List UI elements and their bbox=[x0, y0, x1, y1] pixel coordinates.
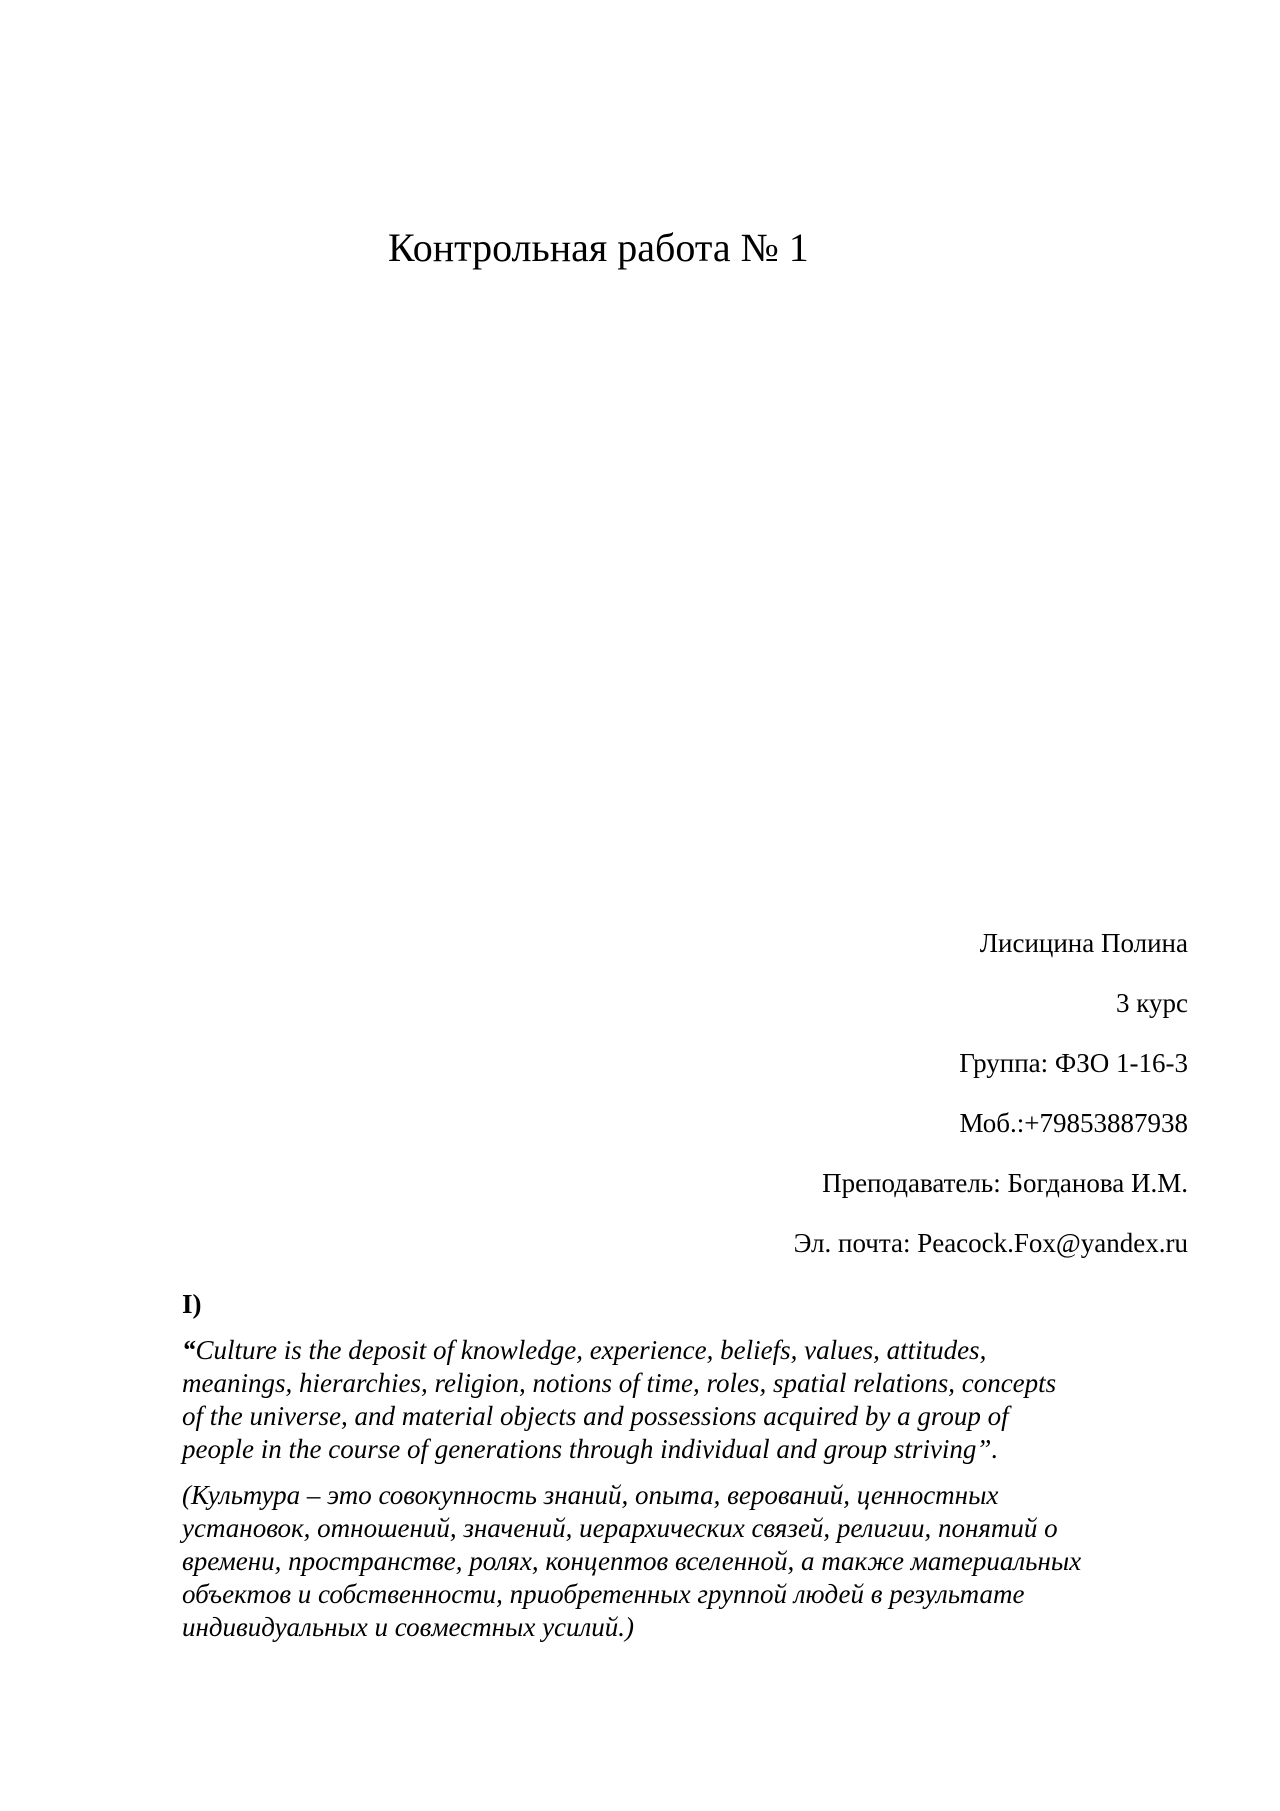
quote-en-line-text: Culture is the deposit of knowledge, experience, beliefs, values, attitudes, bbox=[195, 1335, 987, 1365]
quote-en-line: meanings, hierarchies, religion, notions of time, roles, spatial relations, concepts bbox=[182, 1368, 1057, 1398]
quote-en-line: of the universe, and material objects and possessions acquired by a group of bbox=[182, 1401, 1009, 1431]
english-quote bbox=[182, 1334, 1192, 1466]
quote-en-line bbox=[182, 1334, 1192, 1367]
open-quote-mark: “ bbox=[182, 1335, 196, 1365]
group-info: Группа: ФЗО 1-16-3 bbox=[959, 1048, 1188, 1078]
quote-ru-line: (Культура – это совокупность знаний, опыта, верований, ценностных bbox=[182, 1480, 999, 1510]
section-label: I) bbox=[182, 1289, 202, 1319]
quote-ru-line: установок, отношений, значений, иерархических связей, религии, понятий о bbox=[182, 1513, 1058, 1543]
email-info: Эл. почта: Peacock.Fox@yandex.ru bbox=[793, 1228, 1188, 1258]
quote-ru-line: индивидуальных и совместных усилий.) bbox=[182, 1612, 635, 1642]
quote-en-line: people in the course of generations through individual and group striving”. bbox=[182, 1434, 999, 1464]
quote-ru-line: объектов и собственности, приобретенных группой людей в результате bbox=[182, 1579, 1025, 1609]
course-year: 3 курс bbox=[1116, 988, 1188, 1018]
quote-ru-line: времени, пространстве, ролях, концептов вселенной, а также материальных bbox=[182, 1546, 1082, 1576]
phone-info: Моб.:+79853887938 bbox=[959, 1108, 1188, 1138]
author-info-block bbox=[794, 923, 1188, 1283]
russian-translation bbox=[182, 1479, 1192, 1644]
author-name: Лисицина Полина bbox=[979, 928, 1188, 958]
teacher-info: Преподаватель: Богданова И.М. bbox=[822, 1168, 1188, 1198]
page-title-text: Контрольная работа № 1 bbox=[388, 225, 809, 270]
